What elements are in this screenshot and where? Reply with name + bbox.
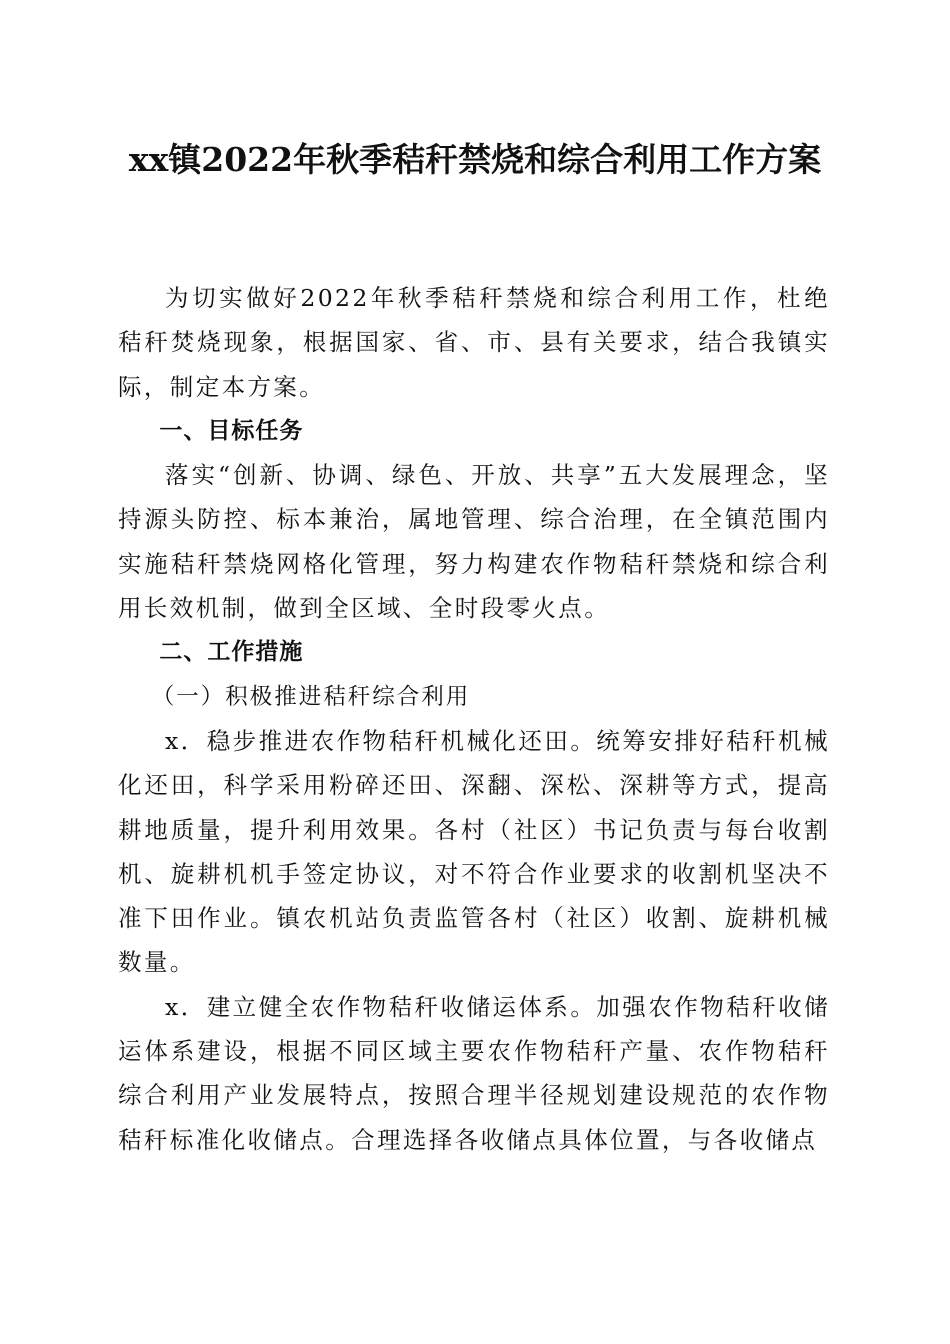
goals-paragraph: 落实“创新、协调、绿色、开放、共享”五大发展理念，坚持源头防控、标本兼治，属地管理、综合治理，在全镇范围内实施秸秆禁烧网格化管理，努力构建农作物秸秆禁烧和综合利用长效机制，做到全区域、全时段零火点。: [118, 461, 830, 623]
intro-paragraph: 为切实做好2022年秋季秸秆禁烧和综合利用工作，杜绝秸秆焚烧现象，根据国家、省、市、县有关要求，结合我镇实际，制定本方案。: [118, 284, 830, 401]
measure-item-storage-system: x．建立健全农作物秸秆收储运体系。加强农作物秸秆收储运体系建设，根据不同区域主要农作物秸秆产量、农作物秸秆综合利用产业发展特点，按照合理半径规划建设规范的农作物秸秆标准化收储点。合理选择各收储点具体位置，与各收储点: [118, 992, 830, 1154]
document-title: xx镇2022年秋季秸秆禁烧和综合利用工作方案: [128, 140, 822, 179]
section-heading-goals: 一、目标任务: [159, 417, 304, 444]
section-heading-measures: 二、工作措施: [159, 639, 304, 666]
document-body: [118, 276, 830, 1162]
measure-item-mechanized-return: x．稳步推进农作物秸秆机械化还田。统筹安排好秸秆机械化还田，科学采用粉碎还田、深翻、深松、深耕等方式，提高耕地质量，提升利用效果。各村（社区）书记负责与每台收割机、旋耕机机手签定协议，对不符合作业要求的收割机坚决不准下田作业。镇农机站负责监管各村（社区）收割、旋耕机械数量。: [118, 726, 830, 977]
subsection-heading-utilization: （一）积极推进秸秆综合利用: [151, 683, 471, 710]
